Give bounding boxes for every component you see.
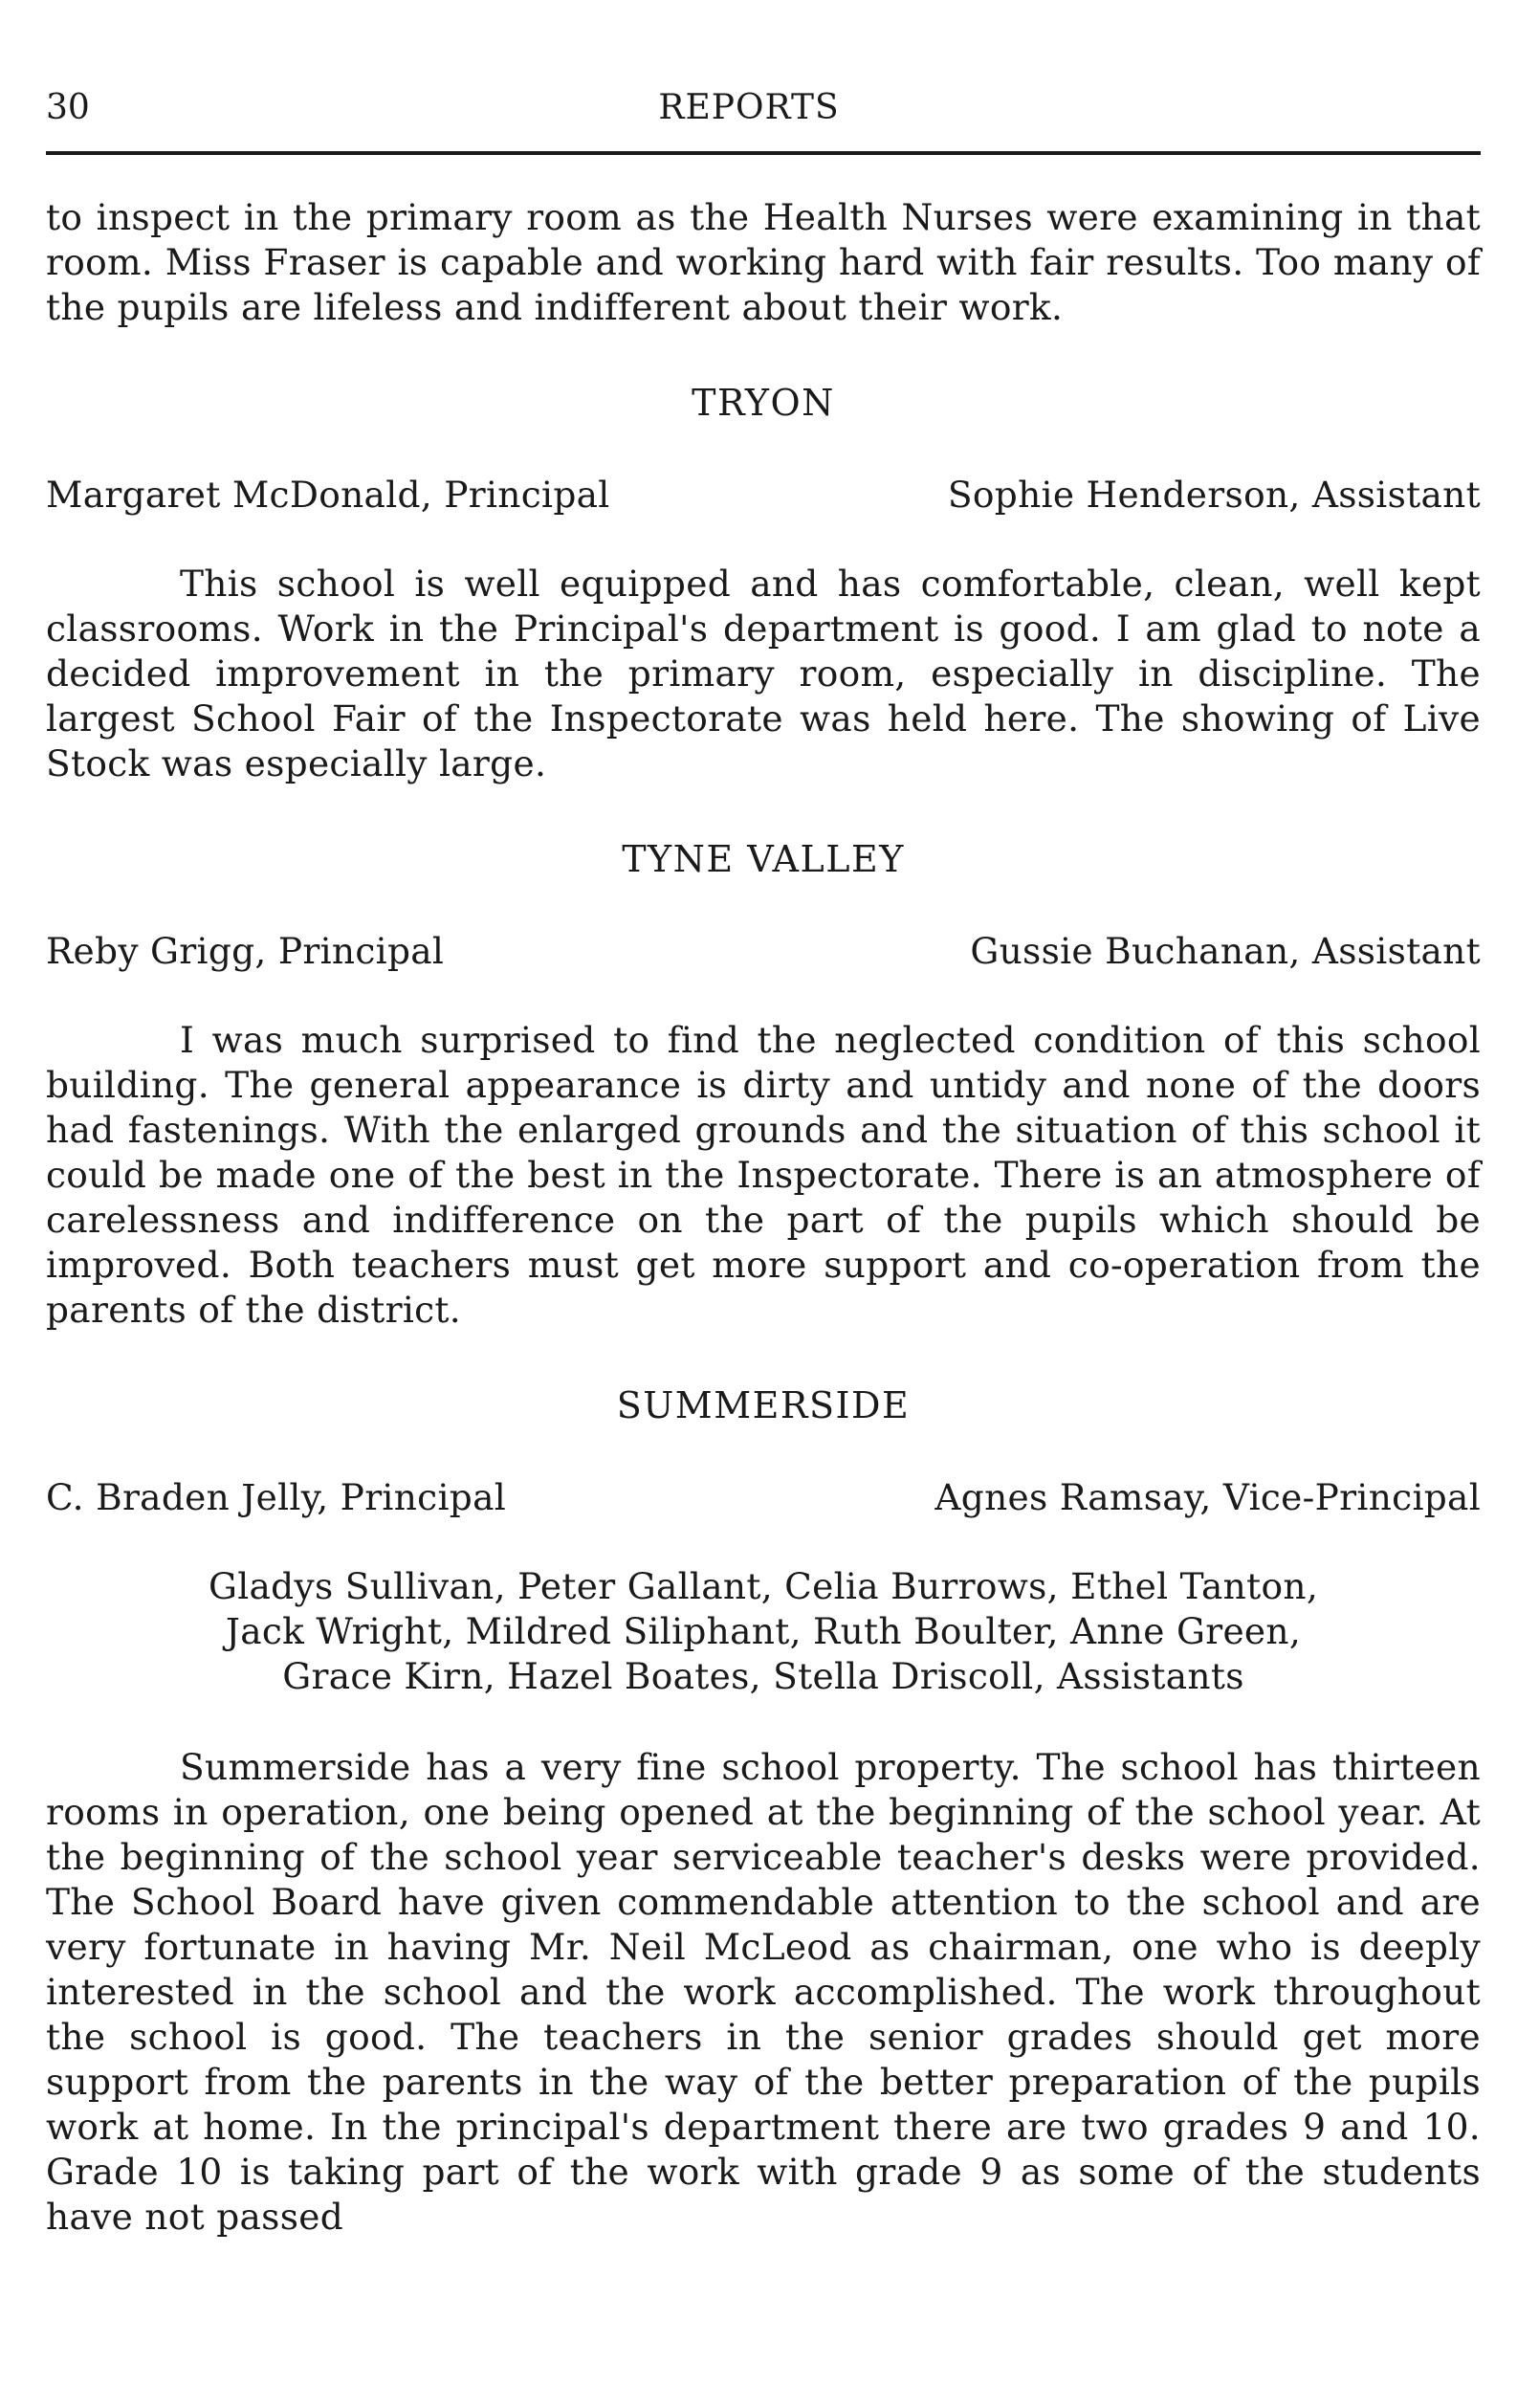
running-head: REPORTS	[658, 88, 840, 127]
tryon-principal: Margaret McDonald, Principal	[46, 474, 610, 516]
summerside-paragraph: Summerside has a very fine school property. The school has thirteen rooms in operation, one being opened at the beginning of the school year. At the beginning of the school year serviceable teacher's desks were provided. The School Board have given commendable attention to the school and are very fortunate in having Mr. Neil McLeod as chairman, one who is deeply interested in the school and the work accomplished. The work throughout the school is good. The teachers in the senior grades should get more support from the parents in the way of the better preparation of the pupils work at home. In the principal's department there are two grades 9 and 10. Grade 10 is taking part of the work with grade 9 as some of the students have not passed	[46, 1746, 1481, 2238]
summerside-principal: C. Braden Jelly, Principal	[46, 1476, 507, 1518]
assistants-line: Jack Wright, Mildred Siliphant, Ruth Boulter, Anne Green,	[225, 1610, 1302, 1652]
assistants-line: Gladys Sullivan, Peter Gallant, Celia Burrows, Ethel Tanton,	[208, 1565, 1319, 1607]
tyne-valley-paragraph: I was much surprised to find the neglected condition of this school building. The general appearance is dirty and untidy and none of the doors had fastenings. With the enlarged grounds and the situation of this school it could be made one of the best in the Inspectorate. There is an atmosphere of carelessness and indifference on the part of the pupils which should be improved. Both teachers must get more support and co-operation from the parents of the district.	[46, 1019, 1481, 1331]
staff-line-tryon	[46, 474, 1481, 516]
staff-line-summerside	[46, 1476, 1481, 1518]
section-title-tryon: TRYON	[692, 382, 835, 424]
summerside-vice-principal: Agnes Ramsay, Vice-Principal	[934, 1476, 1481, 1518]
tyne-valley-assistant: Gussie Buchanan, Assistant	[970, 930, 1481, 972]
tryon-assistant: Sophie Henderson, Assistant	[947, 474, 1481, 516]
tryon-paragraph: This school is well equipped and has comfortable, clean, well kept classrooms. Work in the Principal's department is good. I am glad to note a decided improvement in the primary room, especially in discipline. The largest School Fair of the Inspectorate was held here. The showing of Live Stock was especially large.	[46, 563, 1481, 784]
section-title-summerside: SUMMERSIDE	[616, 1384, 911, 1426]
section-title-tyne-valley: TYNE VALLEY	[622, 838, 905, 880]
continuation-paragraph: to inspect in the primary room as the Health Nurses were examining in that room. Miss Fraser is capable and working hard with fair results. Too many of the pupils are lifeless and indifferent about their work.	[46, 196, 1481, 328]
tyne-valley-principal: Reby Grigg, Principal	[46, 930, 445, 972]
page-header	[46, 88, 1481, 149]
document-page	[46, 88, 1481, 2240]
assistants-line: Grace Kirn, Hazel Boates, Stella Driscoll, Assistants	[282, 1655, 1244, 1697]
staff-line-tyne-valley	[46, 930, 1481, 972]
page-number: 30	[46, 88, 90, 127]
summerside-assistants	[46, 1564, 1481, 1699]
header-rule	[46, 151, 1481, 155]
